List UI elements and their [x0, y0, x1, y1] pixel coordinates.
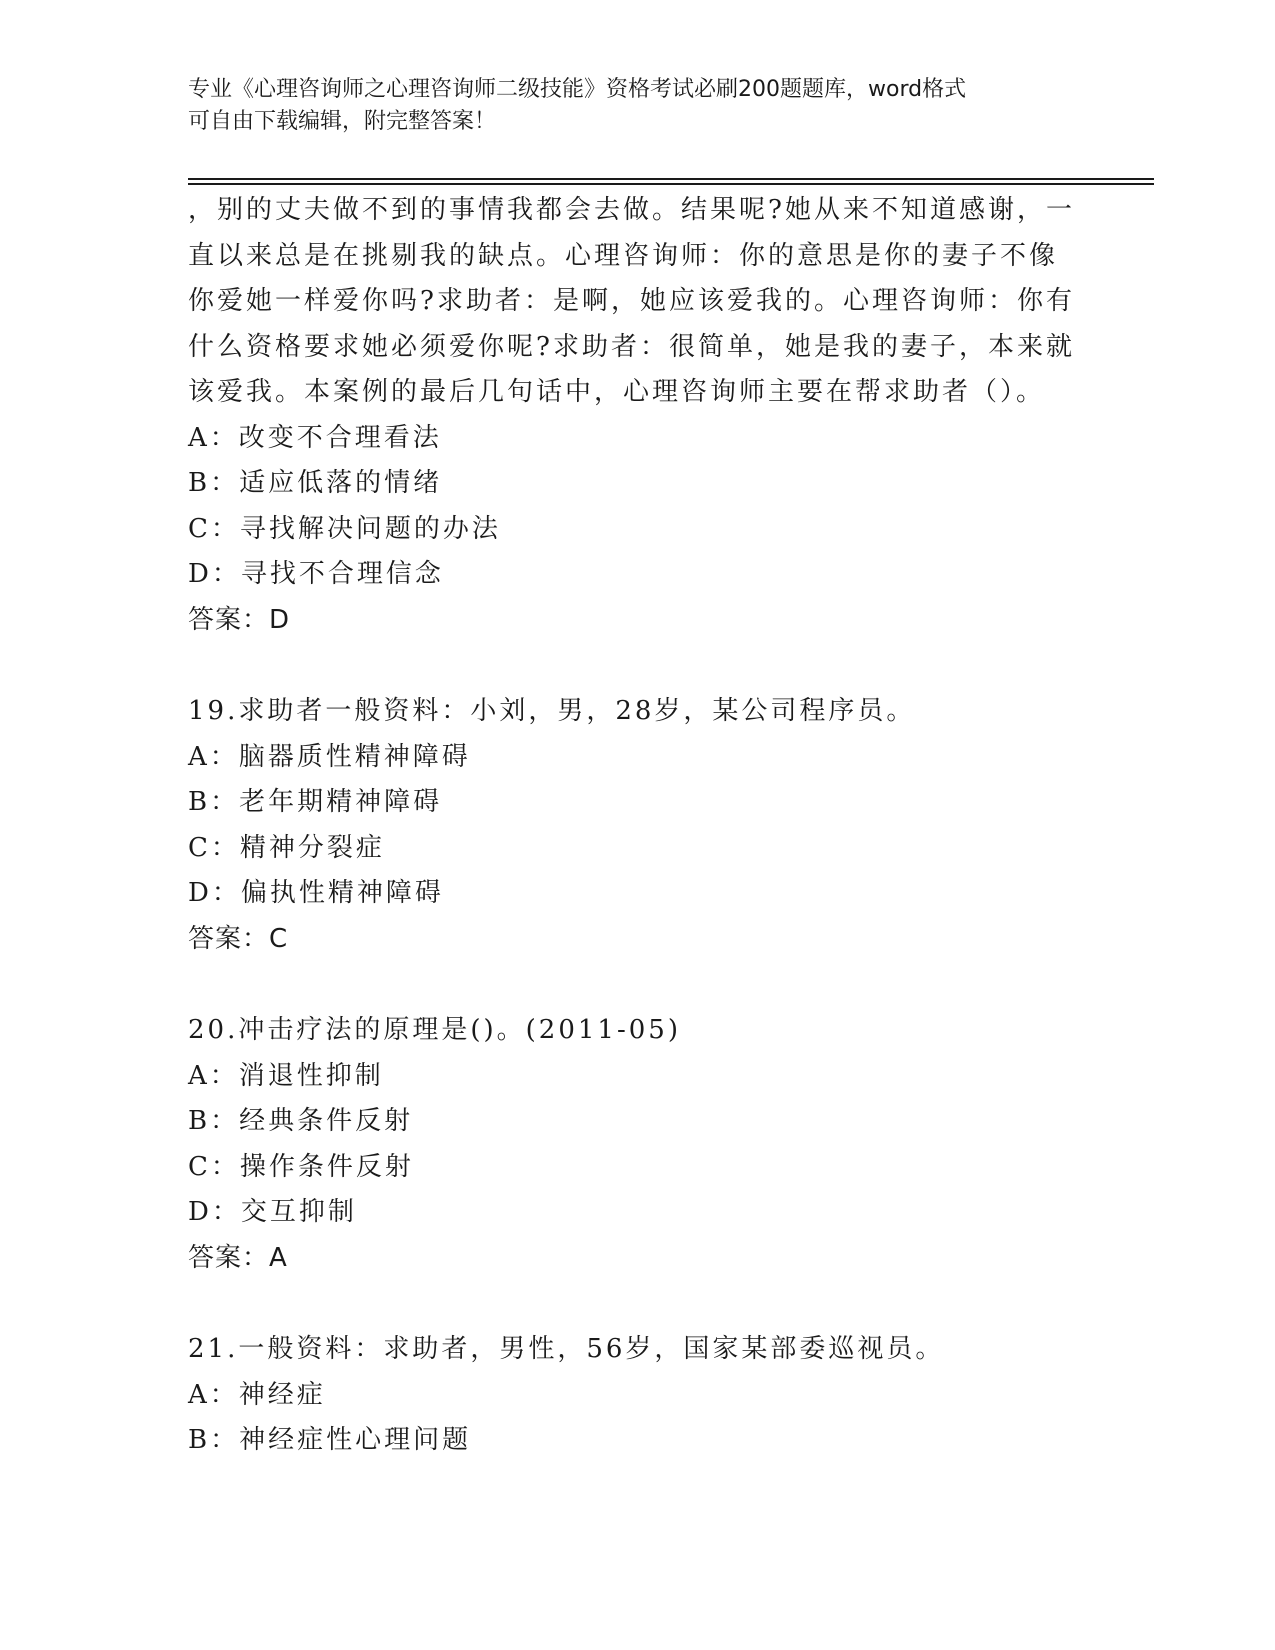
question-21	[188, 1327, 1088, 1464]
option-b: B：适应低落的情绪	[188, 468, 443, 498]
option-d: D：偏执性精神障碍	[188, 878, 444, 908]
question-stem: 19.求助者一般资料：小刘，男，28岁，某公司程序员。	[188, 696, 916, 726]
option-a: A：神经症	[188, 1379, 326, 1410]
question-text-line: 你爱她一样爱你吗?求助者：是啊，她应该爱我的。心理咨询师：你有	[188, 286, 1075, 316]
answer-line: 答案：C	[188, 923, 289, 954]
question-stem: 20.冲击疗法的原理是()。(2011-05)	[188, 1015, 681, 1045]
option-d: D：交互抑制	[188, 1197, 357, 1227]
question-19	[188, 689, 1088, 962]
question-text-line: ，别的丈夫做不到的事情我都会去做。结果呢?她从来不知道感谢，一	[188, 195, 1075, 225]
header-title-line-1: 专业《心理咨询师之心理咨询师二级技能》资格考试必刷200题题库，word格式	[188, 77, 967, 102]
spacer	[188, 1281, 1088, 1327]
question-text-line: 什么资格要求她必须爱你呢?求助者：很简单，她是我的妻子，本来就	[188, 331, 1075, 362]
question-text-line: 该爱我。本案例的最后几句话中，心理咨询师主要在帮求助者（）。	[188, 377, 1046, 407]
question-text-line: 直以来总是在挑剔我的缺点。心理咨询师：你的意思是你的妻子不像	[188, 240, 1059, 271]
option-c: C：操作条件反射	[188, 1151, 414, 1182]
option-a: A：脑器质性精神障碍	[188, 741, 471, 772]
question-20	[188, 1008, 1088, 1281]
option-b: B：老年期精神障碍	[188, 787, 443, 817]
answer-line: 答案：D	[188, 604, 291, 635]
header-divider-top	[188, 178, 1154, 180]
option-d: D：寻找不合理信念	[188, 559, 444, 589]
header-divider-bottom	[188, 183, 1154, 185]
question-content	[188, 188, 1088, 1464]
option-a: A：改变不合理看法	[188, 422, 442, 453]
continued-question	[188, 188, 1088, 643]
question-stem: 21.一般资料：求助者，男性，56岁，国家某部委巡视员。	[188, 1334, 945, 1364]
spacer	[188, 643, 1088, 689]
spacer	[188, 962, 1088, 1008]
document-header	[188, 74, 1068, 138]
option-b: B：神经症性心理问题	[188, 1425, 472, 1455]
option-a: A：消退性抑制	[188, 1060, 384, 1091]
option-c: C：寻找解决问题的办法	[188, 513, 501, 544]
option-b: B：经典条件反射	[188, 1106, 414, 1136]
answer-line: 答案：A	[188, 1242, 288, 1273]
header-title-line-2: 可自由下载编辑，附完整答案！	[188, 109, 497, 134]
option-c: C：精神分裂症	[188, 832, 385, 863]
